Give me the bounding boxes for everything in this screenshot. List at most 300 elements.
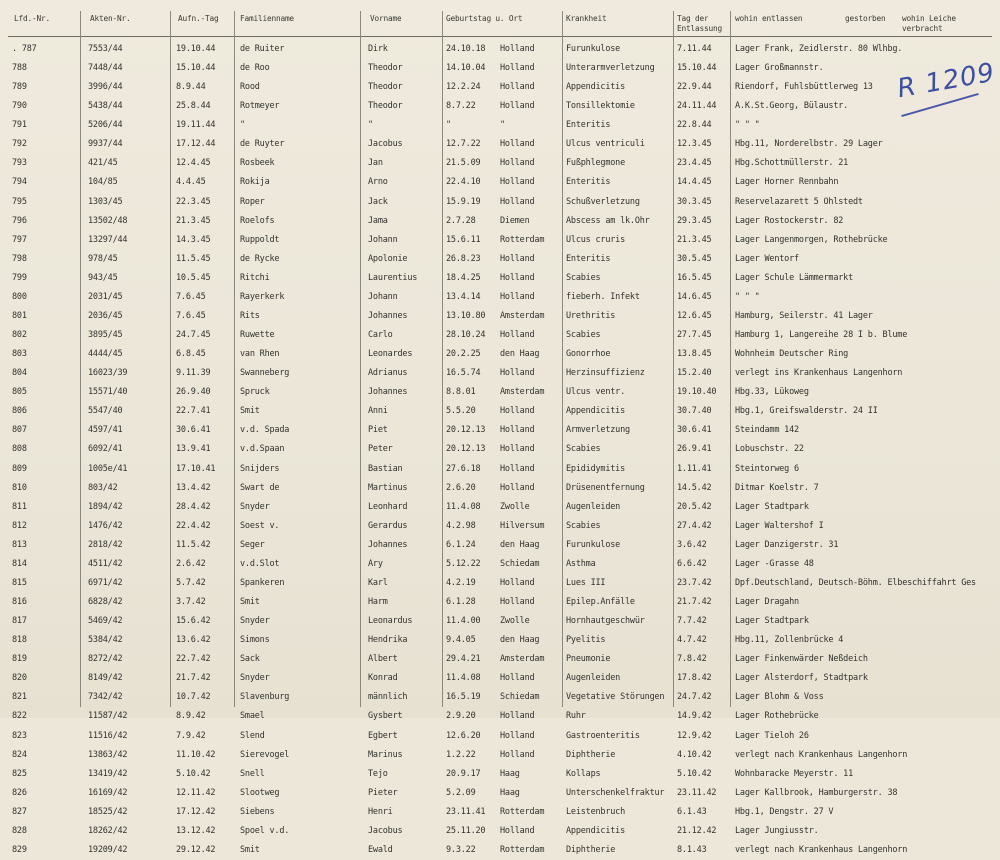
cell-gebtag: 11.4.08 [446,501,481,512]
cell-familie: Rayerkerk [240,291,285,302]
cell-gebtag: 24.10.18 [446,44,486,54]
cell-familie: de Roo [240,63,270,74]
table-row [0,78,1000,97]
cell-akten: 7553/44 [88,44,123,54]
cell-ort: den Haag [500,539,540,550]
cell-akten: 5469/42 [88,616,123,627]
cell-wohin: Lager Frank, Zeidlerstr. 80 Wlhbg. [735,44,903,54]
cell-akten: 9937/44 [88,139,123,150]
cell-familie: Rotmeyer [240,101,280,112]
cell-ort: Holland [500,673,535,684]
cell-vorname: Jama [368,215,388,226]
cell-gebtag: 16.5.74 [446,368,481,379]
cell-krankheit: Epilep.Anfälle [566,597,635,608]
cell-aufn: 11.5.42 [176,539,211,550]
cell-nr: 792 [12,139,27,150]
cell-vorname: Marinus [368,749,403,760]
cell-akten: 8149/42 [88,673,123,684]
cell-tag: 23.7.42 [677,577,712,588]
cell-akten: 13863/42 [88,749,128,760]
cell-akten: 8272/42 [88,654,123,665]
cell-vorname: Leonardus [368,616,413,627]
cell-familie: v.d. Spada [240,425,290,436]
cell-akten: 5547/40 [88,406,123,417]
table-row [0,231,1000,250]
cell-vorname: Johannes [368,387,408,398]
cell-nr: 790 [12,101,27,112]
cell-akten: 18525/42 [88,806,128,817]
table-row [0,97,1000,116]
cell-wohin: " " " [735,120,760,131]
table-row [0,440,1000,459]
cell-tag: 4.7.42 [677,635,707,646]
cell-familie: Rits [240,310,260,321]
cell-ort: Holland [500,177,535,188]
table-row [0,727,1000,746]
cell-tag: 24.11.44 [677,101,717,112]
cell-tag: 29.3.45 [677,215,712,226]
cell-aufn: 11.10.42 [176,749,216,760]
cell-krankheit: Scabies [566,272,601,283]
cell-nr: 826 [12,787,27,798]
cell-aufn: 9.11.39 [176,368,211,379]
table-row [0,460,1000,479]
cell-krankheit: Appendicitis [566,825,626,836]
cell-vorname: Gysbert [368,711,403,722]
cell-tag: 8.1.43 [677,844,707,855]
cell-wohin: Steindamm 142 [735,425,799,436]
cell-vorname: Johannes [368,539,408,550]
cell-ort: Amsterdam [500,310,545,321]
cell-tag: 30.3.45 [677,196,712,207]
cell-nr: 804 [12,368,27,379]
cell-familie: Ruppoldt [240,234,280,245]
cell-aufn: 22.4.42 [176,520,211,531]
cell-aufn: 12.4.45 [176,158,211,169]
cell-akten: 11587/42 [88,711,128,722]
cell-familie: Slend [240,730,265,741]
cell-ort: Rotterdam [500,234,545,245]
cell-ort: " [500,120,505,131]
cell-vorname: Jacobus [368,139,403,150]
cell-akten: 943/45 [88,272,118,283]
cell-tag: 1.11.41 [677,463,712,474]
cell-vorname: Albert [368,654,398,665]
cell-familie: Snyder [240,501,270,512]
cell-ort: den Haag [500,349,540,360]
header-leiche-line1: wohin Leiche [902,14,956,23]
cell-krankheit: Furunkulose [566,44,621,54]
cell-nr: 803 [12,349,27,360]
cell-akten: 11516/42 [88,730,128,741]
cell-wohin: Hbg.11, Zollenbrücke 4 [735,635,844,646]
cell-aufn: 8.9.44 [176,82,206,93]
table-row [0,593,1000,612]
cell-tag: 14.6.45 [677,291,712,302]
cell-vorname: Jacobus [368,825,403,836]
cell-wohin: A.K.St.Georg, Bülaustr. [735,101,849,112]
cell-wohin: Lager Alsterdorf, Stadtpark [735,673,868,684]
cell-krankheit: Fußphlegmone [566,158,626,169]
cell-ort: Zwolle [500,616,530,627]
cell-ort: Diemen [500,215,530,226]
cell-tag: 17.8.42 [677,673,712,684]
cell-vorname: Apolonie [368,253,408,264]
cell-wohin: Hbg.11, Norderelbstr. 29 Lager [735,139,883,150]
cell-aufn: 17.12.42 [176,806,216,817]
cell-krankheit: Enteritis [566,177,611,188]
cell-nr: 813 [12,539,27,550]
cell-aufn: 13.4.42 [176,482,211,493]
cell-familie: Seger [240,539,265,550]
cell-nr: 794 [12,177,27,188]
cell-nr: 820 [12,673,27,684]
cell-gebtag: 5.2.09 [446,787,476,798]
cell-gebtag: 5.5.20 [446,406,476,417]
table-row [0,116,1000,135]
cell-nr: 810 [12,482,27,493]
cell-familie: v.d.Slot [240,558,280,569]
cell-krankheit: Pneumonie [566,654,611,665]
cell-ort: Holland [500,330,535,341]
header-tag-line2: Entlassung [677,24,722,33]
cell-aufn: 26.9.40 [176,387,211,398]
cell-wohin: Lager Tieloh 26 [735,730,809,741]
cell-ort: Holland [500,825,535,836]
cell-wohin: Hamburg, Seilerstr. 41 Lager [735,310,873,321]
cell-tag: 27.4.42 [677,520,712,531]
cell-nr: 802 [12,330,27,341]
cell-krankheit: Scabies [566,330,601,341]
cell-familie: van Rhen [240,349,280,360]
cell-vorname: Ewald [368,844,393,855]
cell-gebtag: 20.2.25 [446,349,481,360]
cell-krankheit: Augenleiden [566,673,621,684]
cell-gebtag: 1.2.22 [446,749,476,760]
cell-nr: 822 [12,711,27,722]
cell-nr: 807 [12,425,27,436]
cell-wohin: Lager Waltershof I [735,520,824,531]
table-row [0,822,1000,841]
cell-wohin: Lobuschstr. 22 [735,444,804,455]
cell-tag: 14.4.45 [677,177,712,188]
cell-tag: 7.7.42 [677,616,707,627]
table-row [0,498,1000,517]
cell-krankheit: Gonorrhoe [566,349,611,360]
cell-ort: Amsterdam [500,387,545,398]
cell-tag: 21.7.42 [677,597,712,608]
cell-ort: Schiedam [500,558,540,569]
cell-ort: Zwolle [500,501,530,512]
cell-gebtag: 14.10.04 [446,63,486,74]
cell-aufn: 30.6.41 [176,425,211,436]
table-row [0,250,1000,269]
cell-familie: Simons [240,635,270,646]
cell-tag: 21.12.42 [677,825,717,836]
cell-gebtag: 15.6.11 [446,234,481,245]
cell-familie: Roper [240,196,265,207]
table-row [0,803,1000,822]
cell-nr: 789 [12,82,27,93]
cell-wohin: verlegt nach Krankenhaus Langenhorn [735,844,908,855]
cell-gebtag: 9.3.22 [446,844,476,855]
table-row [0,631,1000,650]
table-row [0,307,1000,326]
cell-tag: 4.10.42 [677,749,712,760]
cell-nr: 788 [12,63,27,74]
cell-nr: 821 [12,692,27,703]
cell-tag: 30.5.45 [677,253,712,264]
cell-gebtag: 8.8.01 [446,387,476,398]
cell-aufn: 2.6.42 [176,558,206,569]
cell-gebtag: 26.8.23 [446,253,481,264]
cell-wohin: Hbg.1, Dengstr. 27 V [735,806,834,817]
cell-aufn: 22.7.42 [176,654,211,665]
cell-ort: Holland [500,44,535,54]
cell-aufn: 10.7.42 [176,692,211,703]
cell-familie: Rood [240,82,260,93]
cell-tag: 26.9.41 [677,444,712,455]
cell-wohin: Lager Stadtpark [735,501,809,512]
cell-vorname: Dirk [368,44,388,54]
cell-gebtag: 21.5.09 [446,158,481,169]
cell-nr: 811 [12,501,27,512]
table-row [0,40,1000,59]
table-row [0,326,1000,345]
cell-ort: Holland [500,482,535,493]
cell-familie: Smit [240,597,260,608]
cell-gebtag: 4.2.19 [446,577,476,588]
cell-vorname: Theodor [368,101,403,112]
cell-ort: Holland [500,82,535,93]
cell-akten: 5384/42 [88,635,123,646]
cell-wohin: Lager Danzigerstr. 31 [735,539,839,550]
cell-akten: 104/85 [88,177,118,188]
cell-nr: 795 [12,196,27,207]
cell-wohin: Hbg.1, Greifswalderstr. 24 II [735,406,878,417]
header-wohin: wohin entlassen [735,14,803,23]
cell-gebtag: 2.9.20 [446,711,476,722]
cell-nr: 815 [12,577,27,588]
cell-wohin: Hamburg 1, Langereihe 28 I b. Blume [735,330,908,341]
cell-akten: 7448/44 [88,63,123,74]
cell-krankheit: fieberh. Infekt [566,291,640,302]
cell-akten: 13297/44 [88,234,128,245]
cell-gebtag: " [446,120,451,131]
cell-vorname: Martinus [368,482,408,493]
cell-wohin: verlegt ins Krankenhaus Langenhorn [735,368,903,379]
cell-krankheit: Hornhautgeschwür [566,616,645,627]
cell-akten: 2036/45 [88,310,123,321]
cell-familie: Ritchi [240,272,270,283]
header-familienname: Familienname [240,14,294,23]
cell-aufn: 19.10.44 [176,44,216,54]
table-row [0,193,1000,212]
cell-wohin: Lager Stadtpark [735,616,809,627]
cell-tag: 30.6.41 [677,425,712,436]
cell-aufn: 13.6.42 [176,635,211,646]
cell-krankheit: Scabies [566,520,601,531]
cell-tag: 14.5.42 [677,482,712,493]
cell-nr: 800 [12,291,27,302]
cell-nr: 828 [12,825,27,836]
cell-nr: 829 [12,844,27,855]
table-row [0,574,1000,593]
cell-ort: Holland [500,444,535,455]
cell-akten: 421/45 [88,158,118,169]
cell-nr: 817 [12,616,27,627]
cell-vorname: Pieter [368,787,398,798]
table-row [0,536,1000,555]
cell-aufn: 3.7.42 [176,597,206,608]
cell-akten: 4444/45 [88,349,123,360]
cell-ort: Holland [500,196,535,207]
cell-tag: 22.9.44 [677,82,712,93]
cell-krankheit: Drüsenentfernung [566,482,645,493]
table-row [0,421,1000,440]
cell-ort: Schiedam [500,692,540,703]
cell-krankheit: Appendicitis [566,82,626,93]
cell-krankheit: Epididymitis [566,463,626,474]
cell-nr: 823 [12,730,27,741]
cell-aufn: 7.6.45 [176,310,206,321]
header-akten: Akten-Nr. [90,14,131,23]
cell-vorname: Piet [368,425,388,436]
cell-gebtag: 2.7.28 [446,215,476,226]
cell-wohin: Lager Großmannstr. [735,63,824,74]
cell-akten: 6971/42 [88,577,123,588]
cell-nr: 816 [12,597,27,608]
cell-nr: 805 [12,387,27,398]
cell-tag: 22.8.44 [677,120,712,131]
cell-krankheit: Gastroenteritis [566,730,640,741]
cell-familie: de Ruyter [240,139,285,150]
cell-familie: Snyder [240,673,270,684]
cell-aufn: 14.3.45 [176,234,211,245]
cell-familie: Soest v. [240,520,280,531]
cell-nr: 814 [12,558,27,569]
header-nr: Lfd.-Nr. [14,14,50,23]
cell-vorname: Harm [368,597,388,608]
cell-krankheit: Ulcus ventr. [566,387,626,398]
cell-krankheit: Unterarmverletzung [566,63,655,74]
cell-vorname: Egbert [368,730,398,741]
header-geburt: Geburtstag u. Ort [446,14,523,23]
cell-akten: 978/45 [88,253,118,264]
cell-ort: den Haag [500,635,540,646]
cell-ort: Holland [500,463,535,474]
cell-wohin: Lager Jungiusstr. [735,825,819,836]
cell-tag: 24.7.42 [677,692,712,703]
cell-aufn: 21.7.42 [176,673,211,684]
cell-krankheit: Urethritis [566,310,616,321]
cell-aufn: 8.9.42 [176,711,206,722]
cell-tag: 23.11.42 [677,787,717,798]
cell-ort: Holland [500,425,535,436]
cell-tag: 7.8.42 [677,654,707,665]
cell-vorname: Johann [368,291,398,302]
header-vorname: Vorname [370,14,402,23]
cell-gebtag: 12.2.24 [446,82,481,93]
cell-aufn: 5.10.42 [176,768,211,779]
cell-gebtag: 20.12.13 [446,444,486,455]
cell-ort: Holland [500,158,535,169]
cell-gebtag: 29.4.21 [446,654,481,665]
cell-wohin: Lager Wentorf [735,253,799,264]
cell-tag: 13.8.45 [677,349,712,360]
cell-tag: 15.10.44 [677,63,717,74]
cell-tag: 30.7.40 [677,406,712,417]
cell-aufn: 4.4.45 [176,177,206,188]
cell-vorname: Bastian [368,463,403,474]
cell-gebtag: 22.4.10 [446,177,481,188]
header-rule [8,36,992,37]
cell-krankheit: Pyelitis [566,635,606,646]
table-row [0,383,1000,402]
cell-krankheit: Schußverletzung [566,196,640,207]
cell-wohin: Hbg.Schottmüllerstr. 21 [735,158,849,169]
cell-vorname: Theodor [368,82,403,93]
cell-tag: 5.10.42 [677,768,712,779]
table-row [0,173,1000,192]
cell-ort: Holland [500,101,535,112]
cell-akten: 7342/42 [88,692,123,703]
cell-wohin: Steintorweg 6 [735,463,799,474]
cell-gebtag: 8.7.22 [446,101,476,112]
cell-tag: 23.4.45 [677,158,712,169]
cell-wohin: Ditmar Koelstr. 7 [735,482,819,493]
cell-akten: 1476/42 [88,520,123,531]
cell-ort: Amsterdam [500,654,545,665]
cell-familie: Siebens [240,806,275,817]
cell-nr: 812 [12,520,27,531]
cell-ort: Holland [500,749,535,760]
table-row [0,669,1000,688]
cell-ort: Holland [500,63,535,74]
cell-vorname: Jack [368,196,388,207]
cell-tag: 12.3.45 [677,139,712,150]
cell-wohin: Lager Dragahn [735,597,799,608]
cell-tag: 7.11.44 [677,44,712,54]
cell-aufn: 17.12.44 [176,139,216,150]
cell-nr: 806 [12,406,27,417]
table-row [0,765,1000,784]
cell-krankheit: Enteritis [566,120,611,131]
cell-familie: Swart de [240,482,280,493]
table-row [0,517,1000,536]
cell-krankheit: Kollaps [566,768,601,779]
cell-familie: Rosbeek [240,158,275,169]
cell-vorname: Johann [368,234,398,245]
cell-nr: 824 [12,749,27,760]
table-row [0,650,1000,669]
cell-gebtag: 6.1.28 [446,597,476,608]
cell-gebtag: 28.10.24 [446,330,486,341]
cell-wohin: Lager Blohm & Voss [735,692,824,703]
cell-gebtag: 16.5.19 [446,692,481,703]
cell-familie: Spankeren [240,577,285,588]
cell-aufn: 24.7.45 [176,330,211,341]
cell-aufn: 22.7.41 [176,406,211,417]
cell-vorname: Ary [368,558,383,569]
table-row [0,784,1000,803]
cell-aufn: 12.11.42 [176,787,216,798]
cell-vorname: " [368,120,373,131]
cell-vorname: Theodor [368,63,403,74]
cell-aufn: 22.3.45 [176,196,211,207]
cell-wohin: Dpf.Deutschland, Deutsch-Böhm. Elbeschiffahrt Ges [735,577,976,588]
cell-tag: 3.6.42 [677,539,707,550]
